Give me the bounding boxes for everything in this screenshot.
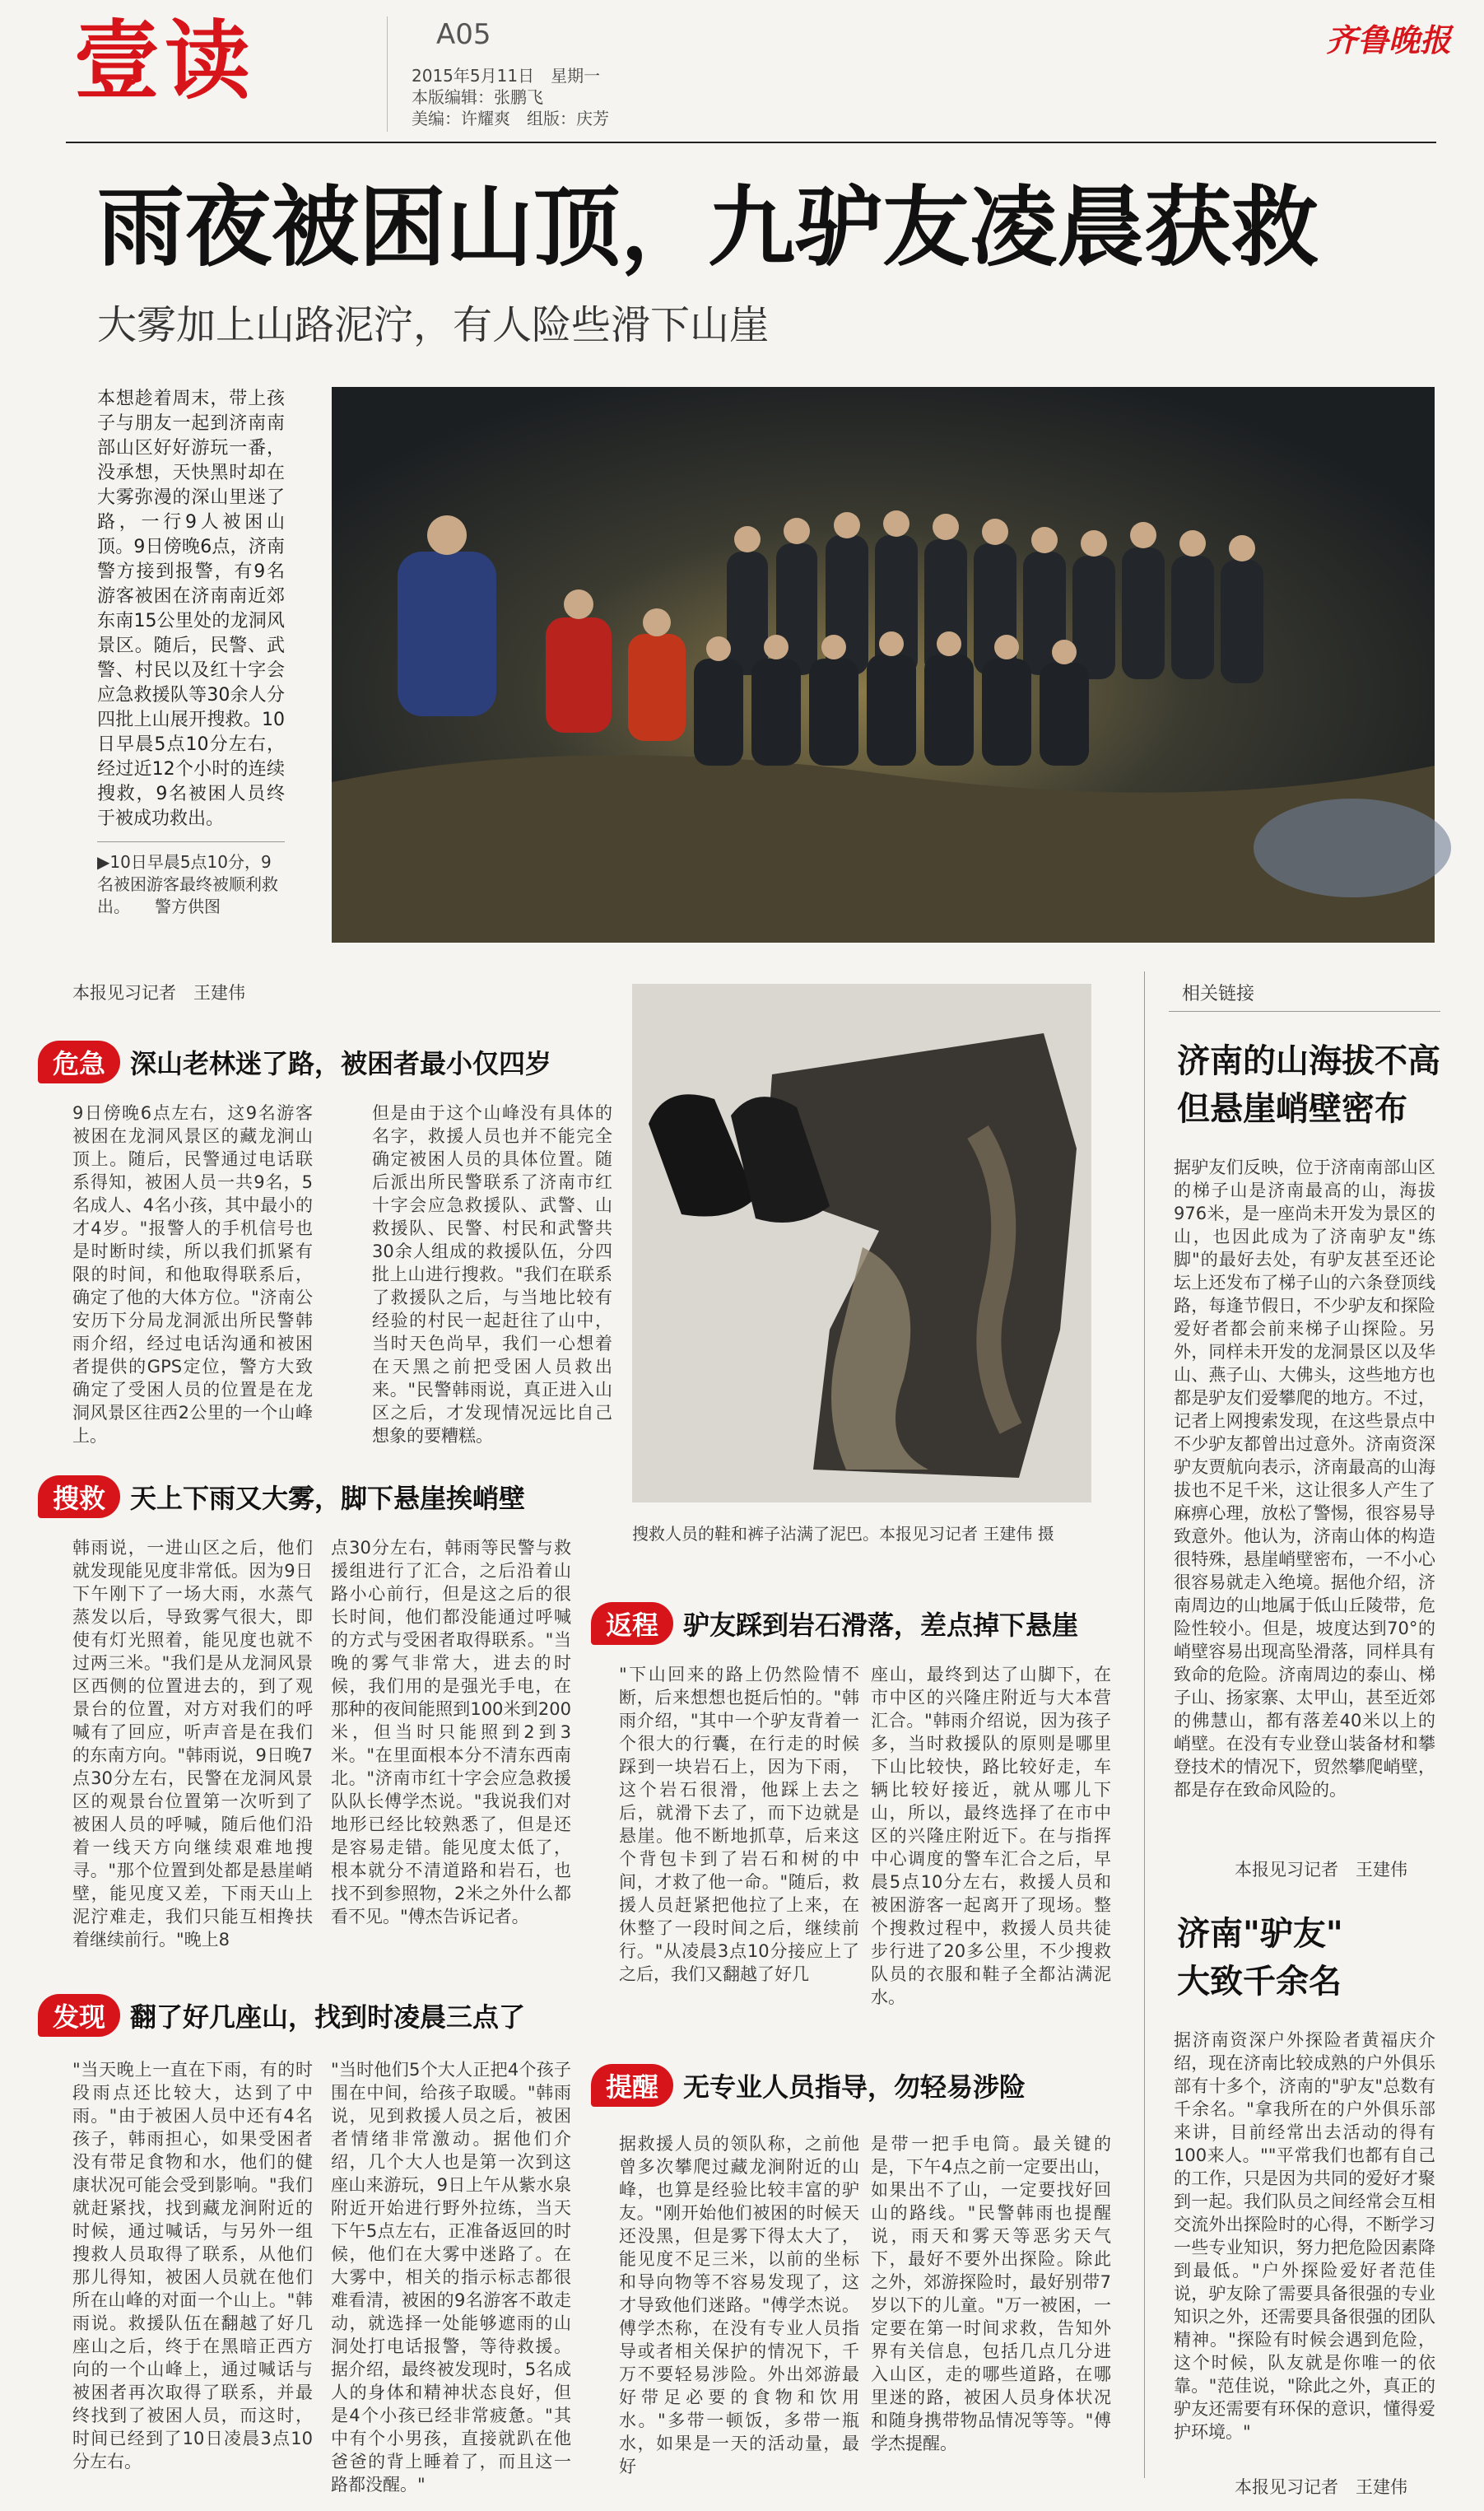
section-header-danger xyxy=(38,1039,551,1085)
sidebar-byline: 本报见习记者 王建伟 xyxy=(1235,2477,1407,2497)
design-credit: 美编：许耀爽 组版：庆芳 xyxy=(412,109,609,128)
subheadline: 大雾加上山路泥泞，有人险些滑下山崖 xyxy=(97,302,770,348)
headline: 雨夜被困山顶，九驴友凌晨获救 xyxy=(97,177,1319,278)
editor-credit: 本版编辑：张鹏飞 xyxy=(412,87,543,107)
section-title: 无专业人员指导，勿轻易涉险 xyxy=(683,2071,1026,2103)
photo-caption-shoes: 搜救人员的鞋和裤子沾满了泥巴。本报见习记者 王建伟 摄 xyxy=(632,1524,1054,1544)
section-title: 天上下雨又大雾，脚下悬崖挨峭壁 xyxy=(130,1483,526,1514)
section-title: 翻了好几座山，找到时凌晨三点了 xyxy=(130,2001,526,2033)
section-header-return xyxy=(591,1600,1078,1647)
sidebar-divider xyxy=(1144,971,1145,2478)
related-links-label: 相关链接 xyxy=(1182,984,1255,1004)
article-column: "下山回来的路上仍然险情不断，后来想想也挺后怕的。"韩雨介绍，"其中一个驴友背着一个很大的行囊，在行走的时候踩到一块岩石上，因为下雨，这个岩石很滑，他踩上去之后，就滑下去了，而下边就是悬崖。他不断地抓草，后来这个背包卡到了岩石和树的中间，才救了他一命。"随后，救援人员赶紧把他拉了上来，在休整了一段时间之后，继续前行。"从凌晨3点10分接应上了之后，我们又翻越了好几 xyxy=(619,1665,859,1984)
article-column: "当天晚上一直在下雨，有的时段雨点还比较大，达到了中雨。"由于被困人员中还有4名孩子，韩雨担心，如果受困者没有带足食物和水，他们的健康状况可能会受到影响。"我们就赶紧找，找到藏龙涧附近的时候，通过喊话，与另外一组搜救人员取得了联系，从他们那儿得知，被困人员就在他们所在山峰的对面一个山上。"韩雨说。救援队伍在翻越了好几座山之后，终于在黑暗正西方向的一个山峰上，通过喊话与被困者再次取得了联系，并最终找到了被困人员，而这时，时间已经到了10日凌晨3点10分左右。 xyxy=(72,2060,313,2471)
caption-rule xyxy=(97,841,285,842)
muddy-shoes-photo xyxy=(632,984,1091,1502)
article-column: "当时他们5个大人正把4个孩子围在中间，给孩子取暖。"韩雨说，见到救援人员之后，被困者情绪非常激动。据他们介绍，几个大人也是第一次到这座山来游玩，9日上午从紫水泉附近开始进行野外拉练，当天下午5点左右，正准备返回的时候，他们在大雾中迷路了。在大雾中，相关的指示标志都很难看清，被困的9名游客不敢走动，就选择一处能够遮雨的山洞处打电话报警，等待救援。据介绍，最终被发现时，5名成人的身体和精神状态良好，但是4个小孩已经非常疲惫。"其中有个小男孩，直接就趴在他爸爸的背上睡着了，而且这一路都没醒。" xyxy=(331,2060,571,2495)
section-header-reminder xyxy=(591,2062,1026,2108)
sidebar-byline: 本报见习记者 王建伟 xyxy=(1235,1860,1407,1880)
sidebar-title-1b: 但悬崖峭壁密布 xyxy=(1177,1090,1407,1128)
article-column: 据救援人员的领队称，之前他曾多次攀爬过藏龙涧附近的山峰，也算是经验比较丰富的驴友。"刚开始他们被困的时候天还没黑，但是雾下得太大了，能见度不足三米，以前的坐标和导向物等不容易发现了，这才导致他们迷路。"傅学杰说。傅学杰称，在没有专业人员指导或者相关保护的情况下，千万不要轻易涉险。外出郊游最好带足必要的食物和饮用水。"多带一顿饭，多带一瓶水，如果是一天的活动量，最好 xyxy=(619,2134,859,2476)
section-tag: 搜救 xyxy=(38,1475,120,1518)
sidebar-article-body: 据济南资深户外探险者黄福庆介绍，现在济南比较成熟的户外俱乐部有十多个，济南的"驴友"总数有千余名。"拿我所在的户外俱乐部来讲，目前经常出去活动的得有100来人。""平常我们也都有自己的工作，只是因为共同的爱好才聚到一起。我们队员之间经常会互相交流外出探险时的心得，不断学习一些专业知识，努力把危险因素降到最低。"户外探险爱好者范佳说，驴友除了需要具备很强的专业知识之外，还需要具备很强的团队精神。"探险有时候会遇到危险，这个时候，队友就是你唯一的依靠。"范佳说，"除此之外，真正的驴友还需要有环保的意识，懂得爱护环境。" xyxy=(1174,2030,1435,2442)
masthead-divider xyxy=(387,16,388,132)
sidebar-title-2: 济南"驴友" xyxy=(1177,1915,1343,1953)
section-title: 驴友踩到岩石滑落，差点掉下悬崖 xyxy=(683,1610,1079,1641)
section-tag: 提醒 xyxy=(591,2064,673,2107)
section-tag: 危急 xyxy=(38,1041,120,1083)
sidebar-title-1: 济南的山海拔不高 xyxy=(1177,1042,1440,1080)
sidebar-article-body: 据驴友们反映，位于济南南部山区的梯子山是济南最高的山，海拔976米，是一座尚未开发为景区的山，也因此成为了济南驴友"练脚"的最好去处，有驴友甚至还论坛上还发布了梯子山的六条登顶线路，每逢节假日，不少驴友和探险爱好者都会前来梯子山探险。另外，同样未开发的龙洞景区以及华山、燕子山、大佛头，这些地方也都是驴友们爱攀爬的地方。不过，记者上网搜索发现，在这些景点中不少驴友都曾出过意外。济南资深驴友贾航向表示，济南最高的山海拔也不足千米，这让很多人产生了麻痹心理，放松了警惕，很容易导致意外。他认为，济南山体的构造很特殊，悬崖峭壁密布，一不小心很容易就走入绝境。据他介绍，济南周边的山地属于低山丘陵带，危险性较小。但是，坡度达到70°的峭壁容易出现高坠滑落，同样具有致命的危险。济南周边的泰山、梯子山、扬家寨、太甲山，甚至近郊的佛慧山，都有落差40米以上的峭壁。在没有专业登山装备材和攀登技术的情况下，贸然攀爬峭壁，都是存在致命风险的。 xyxy=(1174,1158,1435,1800)
lead-paragraph: 本想趁着周末，带上孩子与朋友一起到济南南部山区好好游玩一番，没承想，天快黑时却在大雾弥漫的深山里迷了路，一行9人被困山顶。9日傍晚6点，济南警方接到报警，有9名游客被困在济南南近郊东南15公里处的龙洞风景区。随后，民警、武警、村民以及红十字会应急救援队等30余人分四批上山展开搜救。10日早晨5点10分左右，经过近12个小时的连续搜救，9名被困人员终于被成功救出。 xyxy=(97,389,285,829)
section-tag: 发现 xyxy=(38,1994,120,2037)
article-column: 座山，最终到达了山脚下，在市中区的兴隆庄附近与大本营汇合。"韩雨介绍说，因为孩子多，当时救援队的原则是哪里下山比较快，路比较好走，车辆比较好接近，就从哪儿下山，所以，最终选择了在市中区的兴隆庄附近下。在与指挥中心调度的警车汇合之后，早晨5点10分左右，救援人员和被困游客一起离开了现场。整个搜救过程中，救援人员共徒步行进了20多公里，不少搜救队员的衣服和鞋子全都沾满泥水。 xyxy=(871,1665,1111,2007)
issue-date: 2015年5月11日 星期一 xyxy=(412,66,601,86)
section-title: 深山老林迷了路，被困者最小仅四岁 xyxy=(130,1048,552,1079)
section-logo: 壹读 xyxy=(74,10,256,111)
section-header-search xyxy=(38,1474,525,1520)
newspaper-brand: 齐鲁晚报 xyxy=(1325,21,1451,58)
article-column: 但是由于这个山峰没有具体的名字，救援人员也并不能完全确定被困人员的具体位置。随后派出所民警联系了济南市红十字会应急救援队、武警、山救援队、民警、村民和武警共30余人组成的救援队伍，分四批上山进行搜救。"我们在联系了救援队之后，与当地比较有经验的村民一起赶往了山中，当时天色尚早，我们一心想着在天黑之前把受困人员救出来。"民警韩雨说，真正进入山区之后，才发现情况远比自己想象的要糟糕。 xyxy=(372,1103,612,1446)
article-column: 9日傍晚6点左右，这9名游客被困在龙洞风景区的藏龙涧山顶上。随后，民警通过电话联系得知，被困人员一共9名，5名成人、4名小孩，其中最小的才4岁。"报警人的手机信号也是时断时续，所以我们抓紧有限的时间，和他取得联系后，确定了他的大体方位。"济南公安历下分局龙洞派出所民警韩雨介绍，经过电话沟通和被困者提供的GPS定位，警方大致确定了受困人员的位置是在龙洞风景区往西2公里的一个山峰上。 xyxy=(72,1103,313,1446)
masthead-rule xyxy=(66,142,1436,143)
photo-caption-rescue: ▶10日早晨5点10分，9名被困游客最终被顺利救出。 警方供图 xyxy=(97,852,278,916)
sidebar-rule xyxy=(1169,1011,1440,1012)
sidebar-title-2b: 大致千余名 xyxy=(1177,1963,1342,2001)
article-column: 韩雨说，一进山区之后，他们就发现能见度非常低。因为9日下午刚下了一场大雨，水蒸气蒸发以后，导致雾气很大，即使有灯光照着，能见度也就不过两三米。"我们是从龙洞风景区西侧的位置进去的，到了观景台的位置，对方对我们的呼喊有了回应，听声音是在我们的东南方向。"韩雨说，9日晚7点30分左右，民警在龙洞风景区的观景台位置第一次听到了被困人员的呼喊，随后他们沿着一线天方向继续艰难地搜寻。"那个位置到处都是悬崖峭壁，能见度又差，下雨天山上泥泞难走，我们只能互相搀扶着继续前行。"晚上8 xyxy=(72,1538,313,1950)
section-tag: 返程 xyxy=(591,1602,673,1645)
article-column: 是带一把手电筒。最关键的是，下午4点之前一定要出山，如果出不了山，一定要找好回山的路线。"民警韩雨也提醒说，雨天和雾天等恶劣天气下，最好不要外出探险。除此之外，郊游探险时，最好别带7岁以下的儿童。"万一被困，一定要在第一时间求救，告知外界有关信息，包括几点几分进入山区，走的哪些道路，在哪里迷的路，被困人员身体状况和随身携带物品情况等等。"傅学杰提醒。 xyxy=(871,2134,1111,2453)
article-column: 点30分左右，韩雨等民警与救援组进行了汇合，之后沿着山路小心前行，但是这之后的很长时间，他们都没能通过呼喊的方式与受困者取得联系。"当晚的雾气非常大，进去的时候，我们用的是强光手电，在那种的夜间能照到100米到200米，但当时只能照到2到3米。"在里面根本分不清东西南北。"济南市红十字会应急救援队队长傅学杰说。"我说我们对地形已经比较熟悉了，但是还是容易走错。能见度太低了，根本就分不清道路和岩石，也找不到参照物，2米之外什么都看不见。"傅杰告诉记者。 xyxy=(331,1538,571,1926)
rescue-group-photo xyxy=(332,387,1435,943)
byline: 本报见习记者 王建伟 xyxy=(72,983,245,1003)
section-header-found xyxy=(38,1992,525,2038)
page-number: A05 xyxy=(436,18,491,51)
